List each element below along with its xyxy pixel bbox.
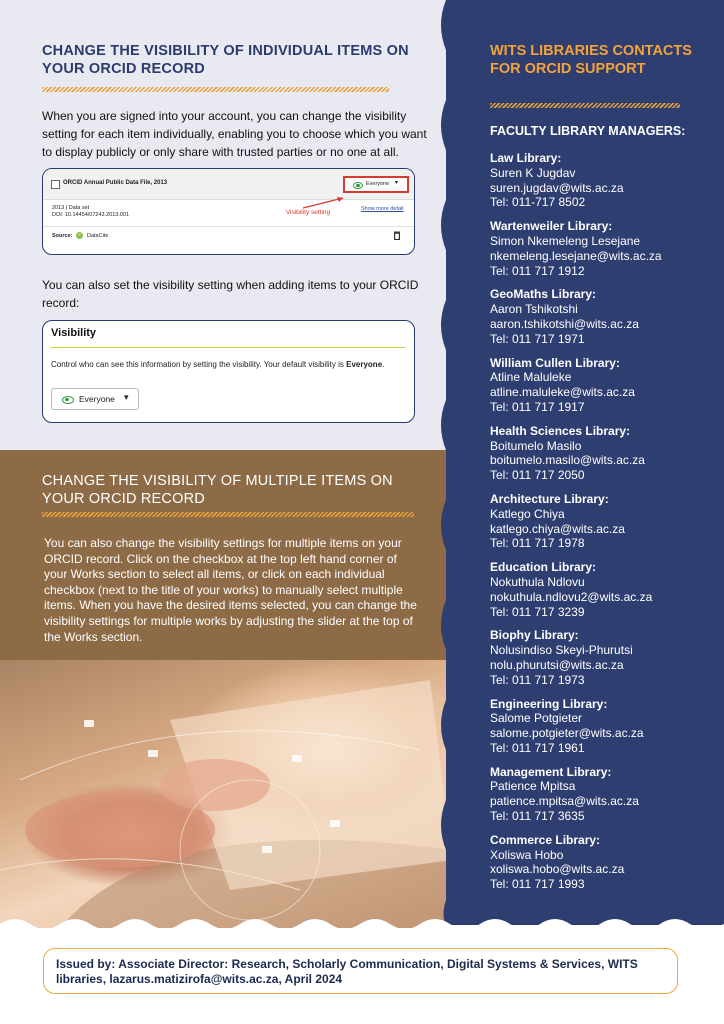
visibility-desc-end: . (382, 360, 385, 369)
contact-email[interactable]: nolu.phurutsi@wits.ac.za (490, 657, 624, 672)
item-title: ORCID Annual Public Data File, 2013 (63, 180, 168, 186)
sidebar-subtitle: FACULTY LIBRARY MANAGERS: (490, 124, 686, 138)
contact-tel: Tel: 011 717 3635 (490, 809, 585, 824)
contact-tel: Tel: 011 717 1961 (490, 740, 585, 755)
wavy-edge-vertical (436, 0, 456, 925)
visibility-desc-bold: Everyone (346, 360, 383, 369)
contact-name: Katlego Chiya (490, 506, 565, 521)
contact-tel: Tel: 011 717 1993 (490, 877, 585, 892)
contact-name: Patience Mpitsa (490, 779, 576, 794)
contact-name: Xoliswa Hobo (490, 847, 564, 862)
contact-tel: Tel: 011-717 8502 (490, 195, 586, 210)
contact-library: Engineering Library: (490, 696, 608, 711)
contact-email[interactable]: patience.mpitsa@wits.ac.za (490, 794, 639, 809)
section1-title: CHANGE THE VISIBILITY OF INDIVIDUAL ITEMS ON YOUR ORCID RECORD (42, 43, 409, 77)
contact-name: Nolusindiso Skeyi-Phurutsi (490, 643, 633, 658)
item-header (43, 169, 414, 200)
contacts-list (490, 151, 715, 901)
contact-library: Health Sciences Library: (490, 423, 631, 438)
contact-biophy (490, 628, 715, 687)
contact-email[interactable]: nokuthula.ndlovu2@wits.ac.za (490, 589, 653, 604)
contact-tel: Tel: 011 717 1978 (490, 536, 585, 551)
contact-email[interactable]: aaron.tshikotshi@wits.ac.za (490, 316, 639, 331)
add-item-visibility-screenshot (42, 320, 415, 423)
footer-issued-by: Issued by: Associate Director: Research, Scholarly Communication, Digital Systems & Services, WITS libraries, lazarus.matizirofa@wits.ac.za, April 2024 (43, 948, 678, 994)
visibility-button[interactable] (343, 176, 409, 193)
contact-library: Biophy Library: (490, 628, 579, 643)
sidebar-title: WITS LIBRARIES CONTACTS FOR ORCID SUPPORT (490, 43, 692, 77)
laptop-hands-photo (0, 660, 452, 928)
contact-library: Wartenweiler Library: (490, 219, 613, 234)
callout-arrow-icon (301, 195, 349, 209)
visibility-value: Everyone (366, 181, 390, 187)
section2-paragraph: You can also change the visibility settings for multiple items on your ORCID record. Click on the checkbox at the top left hand corner of your Works section to select all items, or click on each individual checkbox (next to the title of your works) to manually select multiple items. When you have the desired items selected, you can change the visibility settings for multiple works by adjusting the slider at the top of the Works section. (44, 536, 417, 644)
contact-library: Management Library: (490, 764, 612, 779)
contact-tel: Tel: 011 717 1912 (490, 263, 585, 278)
trash-icon[interactable] (393, 231, 401, 240)
show-more-link[interactable]: Show more detail (361, 206, 404, 212)
visibility-description (51, 359, 406, 370)
title-underline-stripe (42, 512, 414, 517)
contact-william-cullen (490, 356, 715, 415)
eye-icon (62, 396, 74, 404)
contact-email[interactable]: xoliswa.hobo@wits.ac.za (490, 862, 625, 877)
contact-email[interactable]: nkemeleng.lesejane@wits.ac.za (490, 248, 662, 263)
contact-tel: Tel: 011 717 2050 (490, 468, 585, 483)
datacite-check-icon: ✓ (77, 232, 82, 238)
contact-commerce (490, 833, 715, 892)
sidebar-title-stripe (490, 103, 680, 108)
visibility-heading: Visibility (51, 327, 97, 339)
contact-name: Simon Nkemeleng Lesejane (490, 233, 641, 248)
contact-tel: Tel: 011 717 1971 (490, 331, 585, 346)
caret-down-icon: ▾ (124, 392, 129, 402)
contact-tel: Tel: 011 717 3239 (490, 604, 585, 619)
contact-name: Boitumelo Masilo (490, 438, 582, 453)
contact-library: Law Library: (490, 151, 562, 165)
contact-health-sciences (490, 424, 715, 483)
visibility-select[interactable] (51, 388, 139, 410)
visibility-callout: Visibility setting (285, 209, 331, 216)
contact-education (490, 560, 715, 619)
section1-paragraph2: You can also set the visibility setting when adding items to your ORCID record: (42, 278, 419, 310)
contact-email[interactable]: boitumelo.masilo@wits.ac.za (490, 453, 645, 468)
eye-icon (353, 182, 363, 189)
contact-email[interactable]: katlego.chiya@wits.ac.za (490, 521, 625, 536)
contact-geomaths (490, 287, 715, 346)
contact-engineering (490, 697, 715, 756)
wavy-edge-horizontal (0, 914, 724, 934)
contact-library: Architecture Library: (490, 491, 609, 506)
contact-name: Nokuthula Ndlovu (490, 574, 585, 589)
title-underline-stripe (42, 87, 389, 92)
heading-rule (51, 347, 406, 348)
contact-library: GeoMaths Library: (490, 287, 597, 302)
divider (43, 226, 414, 227)
contact-email[interactable]: atline.maluleke@wits.ac.za (490, 385, 635, 400)
source-value: DataCite (87, 233, 109, 239)
contact-library: Commerce Library: (490, 832, 601, 847)
caret-down-icon: ▾ (395, 180, 399, 186)
contact-name: Atline Maluleke (490, 370, 572, 385)
contact-management (490, 765, 715, 824)
contact-email[interactable]: suren.jugdav@wits.ac.za (490, 180, 624, 195)
contact-wartenweiler (490, 219, 715, 278)
contact-tel: Tel: 011 717 1973 (490, 672, 585, 687)
contact-law (490, 151, 715, 210)
contact-email[interactable]: salome.potgieter@wits.ac.za (490, 726, 644, 741)
item-meta-type: 2013 | Data set (52, 205, 90, 211)
item-checkbox[interactable] (51, 180, 60, 189)
contact-name: Suren K Jugdav (490, 165, 576, 180)
section2-title: CHANGE THE VISIBILITY OF MULTIPLE ITEMS ON YOUR ORCID RECORD (42, 473, 393, 507)
contact-library: William Cullen Library: (490, 355, 620, 370)
contact-library: Education Library: (490, 560, 597, 575)
section1-paragraph1: When you are signed into your account, you can change the visibility setting for each item individually, enabling you to choose which you want to display publicly or only share with trusted parties or no one at all. (42, 109, 427, 159)
visibility-desc-text: Control who can see this information by setting the visibility. Your default visibility is (51, 360, 344, 369)
contact-tel: Tel: 011 717 1917 (490, 399, 585, 414)
contact-name: Salome Potgieter (490, 711, 583, 726)
contact-architecture (490, 492, 715, 551)
visibility-select-value: Everyone (79, 394, 115, 404)
orcid-item-screenshot (42, 168, 415, 255)
contact-name: Aaron Tshikotshi (490, 302, 578, 317)
source-label: Source: (52, 233, 73, 239)
photo-overlay (0, 660, 452, 928)
item-meta-doi: DOI: 10.14454/07243.2013.001 (52, 212, 130, 218)
